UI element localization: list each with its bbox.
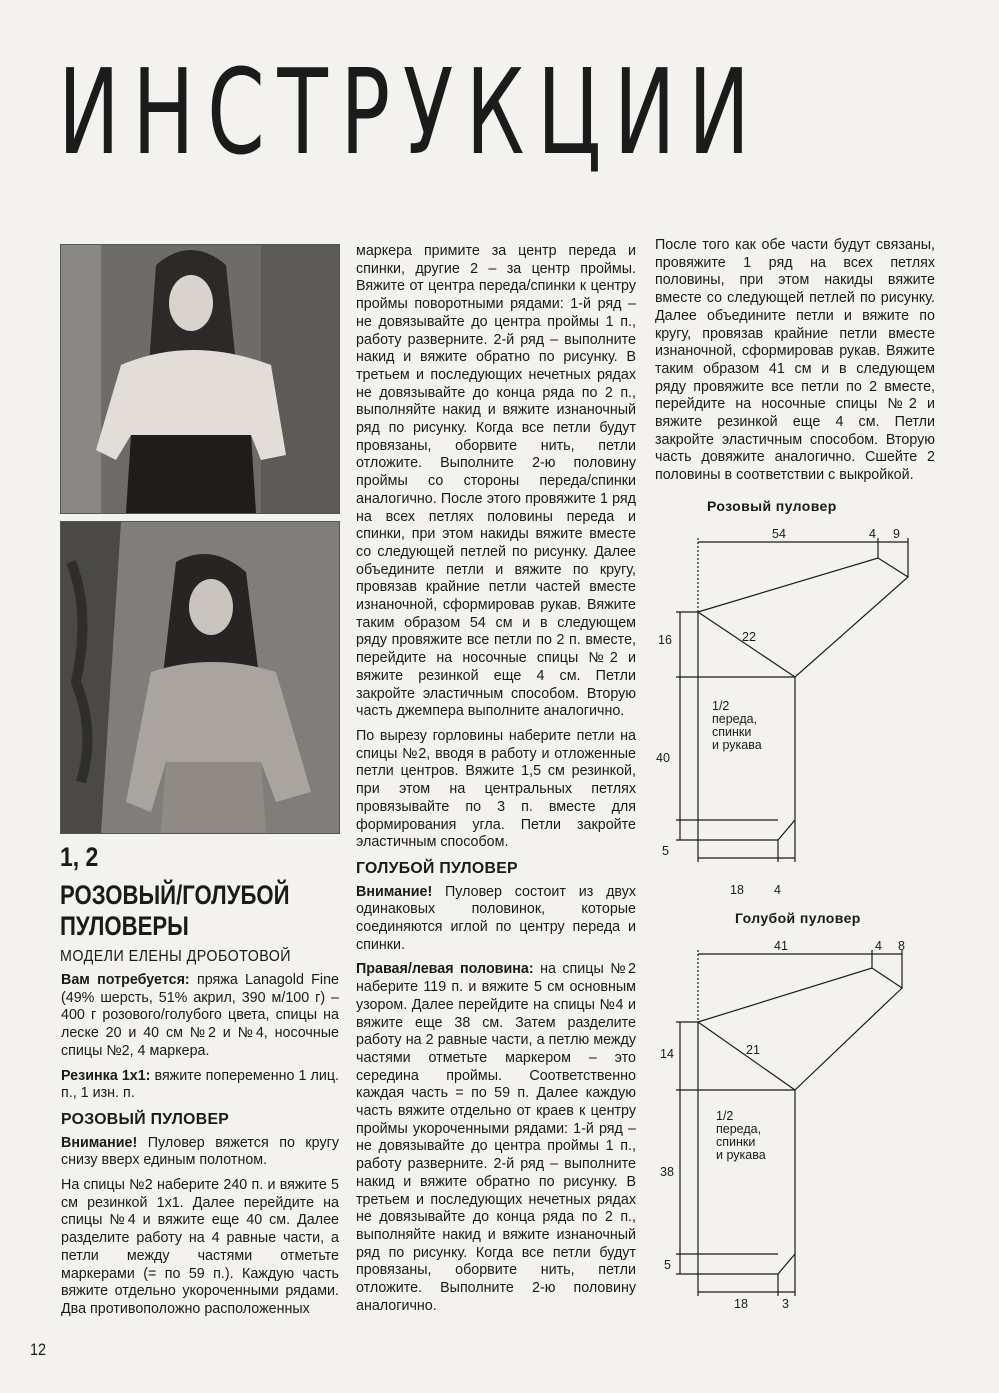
- pink-sweater-heading: РОЗОВЫЙ ПУЛОВЕР: [61, 1110, 230, 1128]
- photo-pink-sweater: [60, 244, 340, 514]
- blue-dim-rib: 5: [664, 1258, 671, 1272]
- blue-label-4: и рукава: [716, 1148, 766, 1162]
- pink-label-1: 1/2: [712, 699, 730, 713]
- pink-dim-bottom: 18: [730, 883, 744, 897]
- blue-label-3: спинки: [716, 1135, 756, 1149]
- blue-dim-top: 41: [774, 939, 788, 953]
- blue-schematic: [650, 932, 930, 1322]
- pink-label-3: спинки: [712, 725, 752, 739]
- pink-note: [61, 1135, 339, 1170]
- blue-dim-yoke: 14: [660, 1047, 674, 1061]
- pink-diagram-title: Розовый пуловер: [707, 498, 837, 514]
- pink-neckline: По вырезу горловины наберите петли на спицы №2, вводя в работу и отложенные петли центров. Вяжите 1,5 см резинкой, при этом на центральных петлях провязывайте по 3 п. вместе для формирования угла. Петли закройте эластичным способом.: [356, 727, 636, 851]
- blue-assembly: После того как обе части будут связаны, провяжите 1 ряд на всех петлях половины, при этом накиды вяжите вместе со следующей петлей по рисунку. Далее объедините петли и вяжите по кругу, провязав крайние петли вместе изнаночной, сформировав рукав. Вяжите таким образом 41 см и в следующем ряду провяжите все петли по 2 вместе, перейдите на носочные спицы №2 и вяжите резинкой еще 4 см. Петли закройте эластичным способом. Вторую часть довяжите аналогично. Сшейте 2 половины в соответствии с выкройкой.: [655, 237, 935, 484]
- materials-text: пряжа Lanagold Fine (49% шерсть, 51% акрил, 390 м/100 г) – 400 г розового/голубого цвета, спицы на леске 20 и 40 см №2 и №4, носочные спицы №2, 4 маркера.: [61, 972, 339, 1059]
- pink-dim-cuff-end: 9: [893, 527, 900, 541]
- article-number: 1, 2: [60, 842, 99, 872]
- pink-note-label: Внимание!: [61, 1134, 138, 1151]
- rib-text: вяжите попеременно 1 лиц. п., 1 изн. п.: [61, 1067, 339, 1102]
- blue-diagram-title: Голубой пуловер: [735, 910, 861, 926]
- article-author: МОДЕЛИ ЕЛЕНЫ ДРОБОТОВОЙ: [60, 948, 292, 965]
- blue-label-2: переда,: [716, 1122, 762, 1136]
- materials-label: Вам потребуется:: [61, 972, 190, 988]
- text-column-2: [356, 243, 636, 1322]
- page-title: ИНСТРУКЦИИ: [58, 43, 763, 181]
- page-number: 12: [30, 1340, 47, 1359]
- materials-paragraph: [61, 972, 339, 1061]
- blue-dim-bottom-end: 3: [782, 1297, 789, 1311]
- blue-note-label: Внимание!: [356, 883, 433, 900]
- pink-dim-rib: 5: [662, 844, 669, 858]
- rib-paragraph: [61, 1068, 339, 1103]
- blue-label-1: 1/2: [716, 1109, 734, 1123]
- pink-dim-cuff: 4: [869, 527, 876, 541]
- pink-instructions-part1: На спицы №2 наберите 240 п. и вяжите 5 см резинкой 1х1. Далее перейдите на спицы №4 и вяжите еще 40 см. Далее разделите работу на 4 равные части, а петли между частями отметьте маркерами (= по 59 п.). Каждую часть вяжите отдельно укороченными рядами. Два противоположно расположенных: [61, 1177, 339, 1317]
- text-column-1: [61, 972, 339, 1326]
- blue-dim-cuff: 4: [875, 939, 882, 953]
- blue-half-label: Правая/левая половина:: [356, 961, 534, 978]
- blue-dim-body: 38: [660, 1165, 674, 1179]
- pink-instructions-part2: маркера примите за центр переда и спинки, другие 2 – за центр проймы. Вяжите от центра переда/спинки к центру проймы поворотными рядами: 1-й ряд – не довязывайте до центра проймы 1 п., работу разверните. 2-й ряд – выполните накид и вяжите обратно по рисунку. В третьем и последующих нечетных рядах не довязывайте до конца ряда по 2 п., выполняйте накид и вяжите изнаночный ряд по рисунку. Когда все петли будут провязаны, оборвите нить, петли отложите. Выполните 2-ю половину проймы со стороны переда/спинки аналогично. После этого провяжите 1 ряд на всех петлях половины переда и спинки, при этом накиды вяжите вместе со следующей петлей по рисунку. Далее объедините петли и вяжите по кругу, провязав крайние петли частей вместе изнаночной, сформировав рукав. Вяжите таким образом 54 см и в следующем ряду провяжите все петли по 2 п. вместе, перейдите на носочные спицы №2 и вяжите резинкой еще 4 см. Петли закройте эластичным способом. Вторую часть джемпера выполните аналогично.: [356, 243, 636, 720]
- blue-sweater-heading: ГОЛУБОЙ ПУЛОВЕР: [356, 859, 518, 877]
- pink-schematic: [650, 520, 930, 900]
- blue-note: [356, 884, 636, 955]
- text-column-3: [655, 237, 935, 492]
- pink-dim-body: 40: [656, 751, 670, 765]
- pink-dim-yoke: 16: [658, 633, 672, 647]
- rib-label: Резинка 1х1:: [61, 1067, 151, 1084]
- blue-half: [356, 961, 636, 1315]
- pink-label-4: и рукава: [712, 738, 762, 752]
- blue-dim-diagonal: 21: [746, 1043, 760, 1057]
- pink-dim-bottom-end: 4: [774, 883, 781, 897]
- pink-dim-diagonal: 22: [742, 630, 756, 644]
- photo-blue-sweater: [60, 521, 340, 834]
- pink-dim-top: 54: [772, 527, 786, 541]
- pink-label-2: переда,: [712, 712, 758, 726]
- blue-note-text: Пуловер состоит из двух одинаковых половинок, которые соединяются иглой по центру переда и спинки.: [356, 883, 636, 953]
- blue-dim-bottom: 18: [734, 1297, 748, 1311]
- blue-dim-cuff-end: 8: [898, 939, 905, 953]
- blue-half-text: на спицы №2 наберите 119 п. и вяжите 5 см основным узором. Далее перейдите на спицы №4 и вяжите еще 38 см. Затем разделите работу на 2 равные части, а петлю между частями отметьте маркером – это середина проймы. Соответственно каждая часть = по 59 п. Далее каждую часть вяжите отдельно от краев к центру проймы укороченными рядами: 1-й ряд – не довязывайте до центра проймы 1 п., работу разверните. 2-й ряд – выполните накид и вяжите обратно по рисунку. В третьем и последующих нечетных рядах не довязывайте до конца ряда по 2 п., выполняйте накид и вяжите изнаночный ряд по рисунку. Когда все петли будут провязаны, оборвите нить, петли отложите. Выполните 2-ю половину аналогично.: [356, 961, 636, 1314]
- pink-note-text: Пуловер вяжется по кругу снизу вверх единым полотном.: [61, 1134, 339, 1169]
- article-title: РОЗОВЫЙ/ГОЛУБОЙ ПУЛОВЕРЫ: [60, 880, 290, 941]
